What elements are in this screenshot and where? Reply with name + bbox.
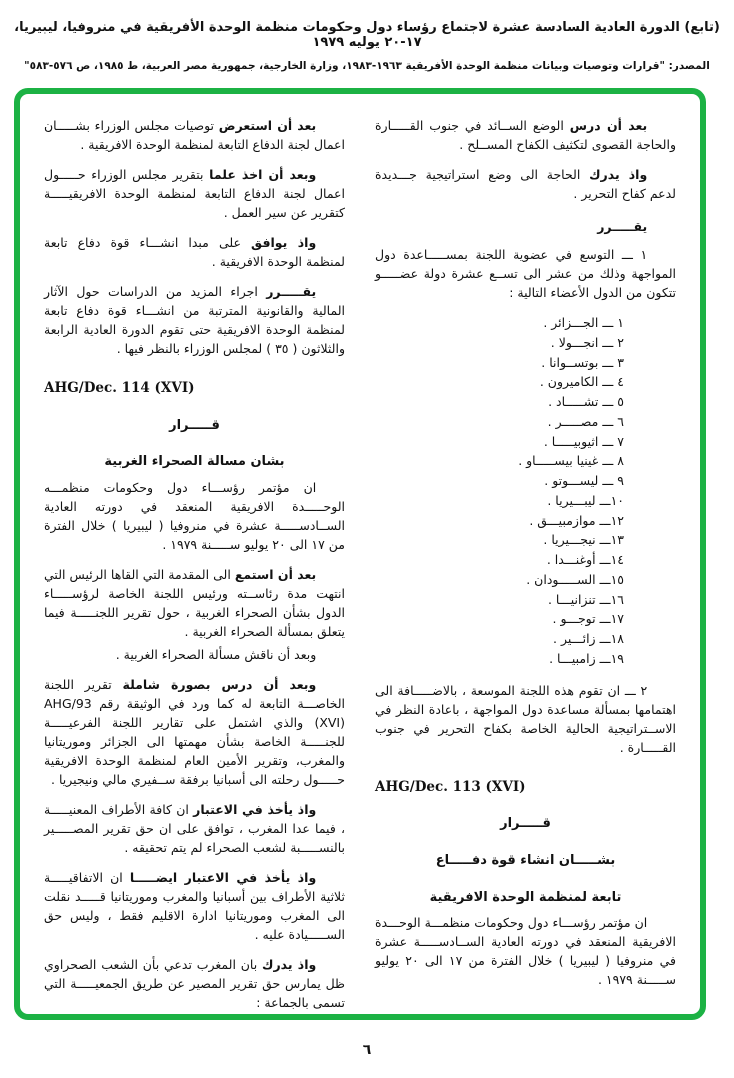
list-item: ١٣ـــ نيجـــيريا . [543,532,624,548]
country-list [375,313,676,669]
list-item: ٧ ـــ اثيوبيـــــا . [543,433,624,449]
list-item: ١٥ـــ الســـــودان . [526,571,624,587]
paragraph [44,116,345,154]
paragraph: وبعد أن ناقش مسألة الصحراء الغربية . [115,647,317,663]
decision-ref: AHG/Dec. 113 (XVI) [375,778,526,795]
paragraph: ١ ـــ التوسع في عضوية اللجنة بمســـــاعدة دول المواجهة وذلك من عشر الى تســع عشرة دولة عضـــــو تتكون من الدول الأعضاء التالية : [375,247,676,300]
decision-ref: AHG/Dec. 114 (XVI) [44,380,195,396]
decision-subtitle: تابعة لمنظمة الوحدة الافريقية [429,889,622,905]
header-line-2: المصدر: "قرارات وتوصيات وبيانات منظمة الوحدة الأفريقية ١٩٦٣-١٩٨٣، وزارة الخارجية، جمهورية مصر العربية، ط ١٩٨٥، ص ٥٧٦-٥٨٣" [24,60,710,72]
paragraph-lead: واذ يوافق [251,235,317,250]
paragraph [375,116,676,154]
paragraph: ان مؤتمر رؤســـاء دول وحكومات منظمـــة الوحـــدة الافريقية المنعقد في دورته العادية الســادســـــة عشرة في منروفيا ( ليبيريا ) خلال الفترة من ١٧ الى ٢٠ يوليو ســـــنة ١٩٧٩ . [375,915,676,988]
paragraph-lead: واذ يدرك [262,957,317,973]
decision-subtitle: بشـــــان انشاء قوة دفـــــاع [435,852,616,868]
header-line-1: (تابع) الدورة العادية السادسة عشرة لاجتماع رؤساء دول وحكومات منظمة الوحدة الأفريقية في منروفيا، ليبيريا، ١٧-٢٠ يوليه ١٩٧٩ [14,20,720,50]
paragraph-text: على مبدا انشـــاء قوة دفاع تابعة لمنظمة الوحدة الافريقية . [44,235,345,269]
paragraph: ان مؤتمر رؤســـاء دول وحكومات منظمـــه الوحـــــدة الافريقية المنعقد في دورته العادية الســادســـــة عشرة في منروفيا ( ليبيريا ) خلال الفترة من ١٧ الى ٢٠ يوليو ســـــنة ١٩٧٩ . [44,480,345,553]
paragraph-text: اجراء المزيد من الدراسات حول الآثار المالية والقانونية المترتبة من انشـــاء قوة دفاع تابعة لمنظمة الوحدة الافريقية حتى تقوم الدورة العادية الرابعة والثلاثون ( ٣٥ ) لمجلس الوزراء بالنظر فيها . [44,284,345,356]
paragraph-lead: واذ يأخذ في الاعتبار ايضـــــا [129,870,317,886]
paragraph-lead: وبعد أن درس بصورة شاملة [122,677,317,693]
paragraph [44,955,345,1012]
content-frame [14,88,706,1020]
paragraph-lead: واذ يأخذ في الاعتبار [193,802,317,818]
list-item: ١ ـــ الجـــزائر . [543,315,624,330]
paragraph-text: بتقرير مجلس الوزراء حـــــول اعمال لجنة الدفاع التابعة لمنظمة الوحدة الافريقيـــــة كتقرير عن سير العمل . [44,167,345,220]
paragraph [44,675,345,789]
decision-subtitle: بشان مسالة الصحراء الغربية [104,454,285,470]
paragraph-text: الى المقدمة التي القاها الرئيس التي انتهت مدة رئاســته ورئيس اللجنة الخاصة لرؤســـــاء الدول بشأن الصحراء الغربية ، حول تقرير اللجنـــــة فيما يتعلق بمسألة الصحراء الغربية . [44,567,345,640]
list-item: ١٢ـــ موازمبيـــق . [529,512,624,528]
list-item: ٤ ـــ الكاميرون . [539,374,624,390]
list-item: ١٤ـــ أوغنـــدا . [546,552,624,567]
list-item: ٨ ـــ غينيا بيســـــاو . [518,453,624,469]
paragraph-text: ان الاتفاقيـــــة ثلاثية الأطراف بين أسبانيا والمغرب وموريتانيا قـــــد نقلت الى المغرب وموريتانيا ادارة الاقليم فقط ، وليس حق الســـــيادة عليه . [44,870,345,943]
list-item: ٥ ـــ تشـــــاد . [548,394,624,409]
list-item: ١٠ـــ ليبـــيريا . [547,492,624,508]
list-item: ٢ ـــ انجـــولا . [550,334,624,350]
paragraph-text: ان كافة الأطراف المعنيـــــة ، فيما عدا المغرب ، توافق على ان حق تقرير المصـــــير بالنســـــبة لشعب الصحراء لم يتم تحقيقه . [44,802,345,856]
paragraph [44,282,345,358]
paragraph-lead: بعد أن استمع [234,567,317,583]
paragraph-lead: وبعد أن اخذ علما [209,167,317,182]
paragraph-text: توصيات مجلس الوزراء بشـــــان اعمال لجنة الدفاع التابعة لمنظمة الوحدة الافريقية . [44,118,345,152]
paragraph-text: بان المغرب تدعي بأن الشعب الصحراوي ظل يمارس حق تقرير المصير عن طريق الجمعيـــــة التي تسمى بالجماعة : [44,957,345,1011]
paragraph-text: تقرير اللجنة الخاصـــة التابعة له كما ورد في الوثيقة رقم ‎AHG/93 (XVI)‏ والذي اشتمل على تقارير اللجنة الفرعيـــــة للجنـــــة الخاصة بشأن مهمتها الى الجزائر وموريتانيا والمغرب، وتقرير الأمين العام لمنظمة الوحدة الافريقية حـــــول رحلته الى أسبانيا برفقة ســفيري مالي ونيجيريا . [44,677,345,788]
decision-title: قـــــرار [500,816,551,832]
paragraph [44,233,345,271]
list-item: ١٧ـــ توجـــو . [552,611,624,627]
paragraph-text: الحاجة الى وضع استراتيجية جـــديدة لدعم كفاح التحرير . [375,167,676,201]
paragraph [44,800,345,857]
list-item: ١٩ـــ زامبيـــا . [549,650,624,666]
list-item: ١٨ـــ زائـــير . [553,631,624,646]
paragraph: ٢ ـــ ان تقوم هذه اللجنة الموسعة ، بالاضـــــافة الى اهتمامها بمسألة مساعدة دول المواجهة ، باعادة النظر في الاســتراتيجية الحالية الخاصة بكفاح التحرير في جنوب القـــــارة . [375,682,676,755]
decides-heading: يقـــــرر [597,219,648,234]
list-item: ٦ ـــ مصـــــر . [547,413,624,429]
paragraph [44,165,345,222]
paragraph-lead: واذ يدرك [589,167,648,182]
paragraph-text: الوضع الســائد في جنوب القـــــارة والحاجة القصوى لتكثيف الكفاح المســلح . [375,118,676,152]
list-item: ٣ ـــ بوتســوانا . [541,354,624,370]
paragraph [375,165,676,203]
paragraph-lead: بعد أن درس [569,118,648,133]
list-item: ١٦ـــ تنزانيـــا . [547,591,624,607]
paragraph-lead: بعد أن استعرض [218,118,317,133]
paragraph [44,565,345,641]
paragraph-lead: يقـــــرر [266,284,317,299]
left-column [44,116,345,1011]
page-number: ٦ [362,1042,372,1058]
page-header [6,20,728,72]
list-item: ٩ ـــ ليســـوتو . [544,473,624,488]
paragraph [44,868,345,944]
decision-title: قـــــرار [169,417,220,433]
right-column [375,116,676,998]
